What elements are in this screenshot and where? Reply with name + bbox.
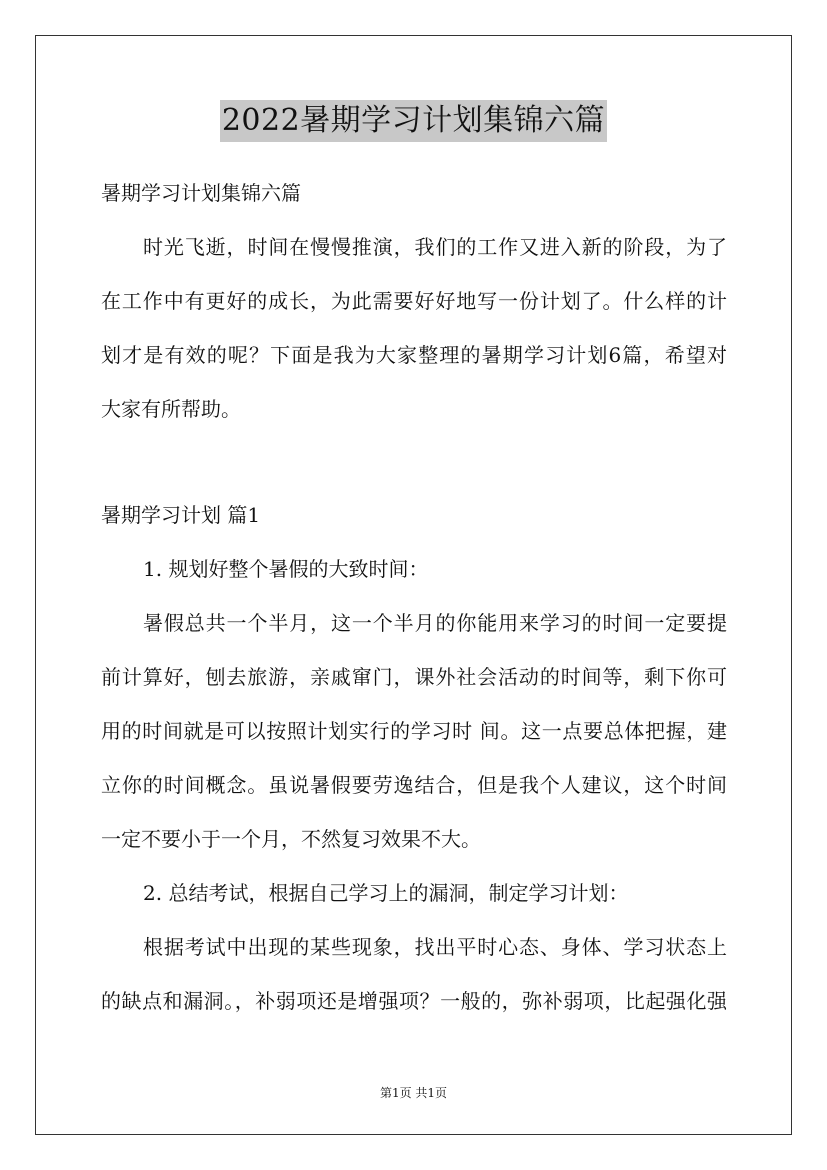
- body-line: 用的时间就是可以按照计划实行的学习时 间。这一点要总体把握，建: [101, 719, 727, 743]
- intro-line: 时光飞逝，时间在慢慢推演，我们的工作又进入新的阶段，为了: [143, 235, 727, 259]
- intro-line: 大家有所帮助。: [101, 397, 241, 421]
- page-footer: 第1页 共1页: [379, 1086, 448, 1100]
- paragraph-gap: [101, 436, 727, 488]
- document-title: 2022暑期学习计划集锦六篇: [220, 100, 607, 142]
- document-subtitle: 暑期学习计划集锦六篇: [101, 181, 301, 205]
- point-heading: 1. 规划好整个暑假的大致时间：: [143, 557, 429, 581]
- section-heading: 暑期学习计划 篇1: [101, 503, 261, 527]
- intro-line: 在工作中有更好的成长，为此需要好好地写一份计划了。什么样的计: [101, 289, 727, 313]
- title-container: [0, 100, 827, 142]
- point-heading: 2. 总结考试，根据自己学习上的漏洞，制定学习计划：: [143, 881, 629, 905]
- body-line: 暑假总共一个半月，这一个半月的你能用来学习的时间一定要提: [143, 611, 727, 635]
- intro-line: 划才是有效的呢？下面是我为大家整理的暑期学习计划6篇，希望对: [101, 343, 727, 367]
- body-line: 的缺点和漏洞。，补弱项还是增强项？一般的，弥补弱项，比起强化强: [101, 989, 727, 1013]
- document-body: [101, 166, 727, 1028]
- body-line: 根据考试中出现的某些现象，找出平时心态、身体、学习状态上: [143, 935, 727, 959]
- body-line: 一定不要小于一个月，不然复习效果不大。: [101, 827, 481, 851]
- body-line: 立你的时间概念。虽说暑假要劳逸结合，但是我个人建议，这个时间: [101, 773, 727, 797]
- body-line: 前计算好，刨去旅游，亲戚窜门，课外社会活动的时间等，剩下你可: [101, 665, 727, 689]
